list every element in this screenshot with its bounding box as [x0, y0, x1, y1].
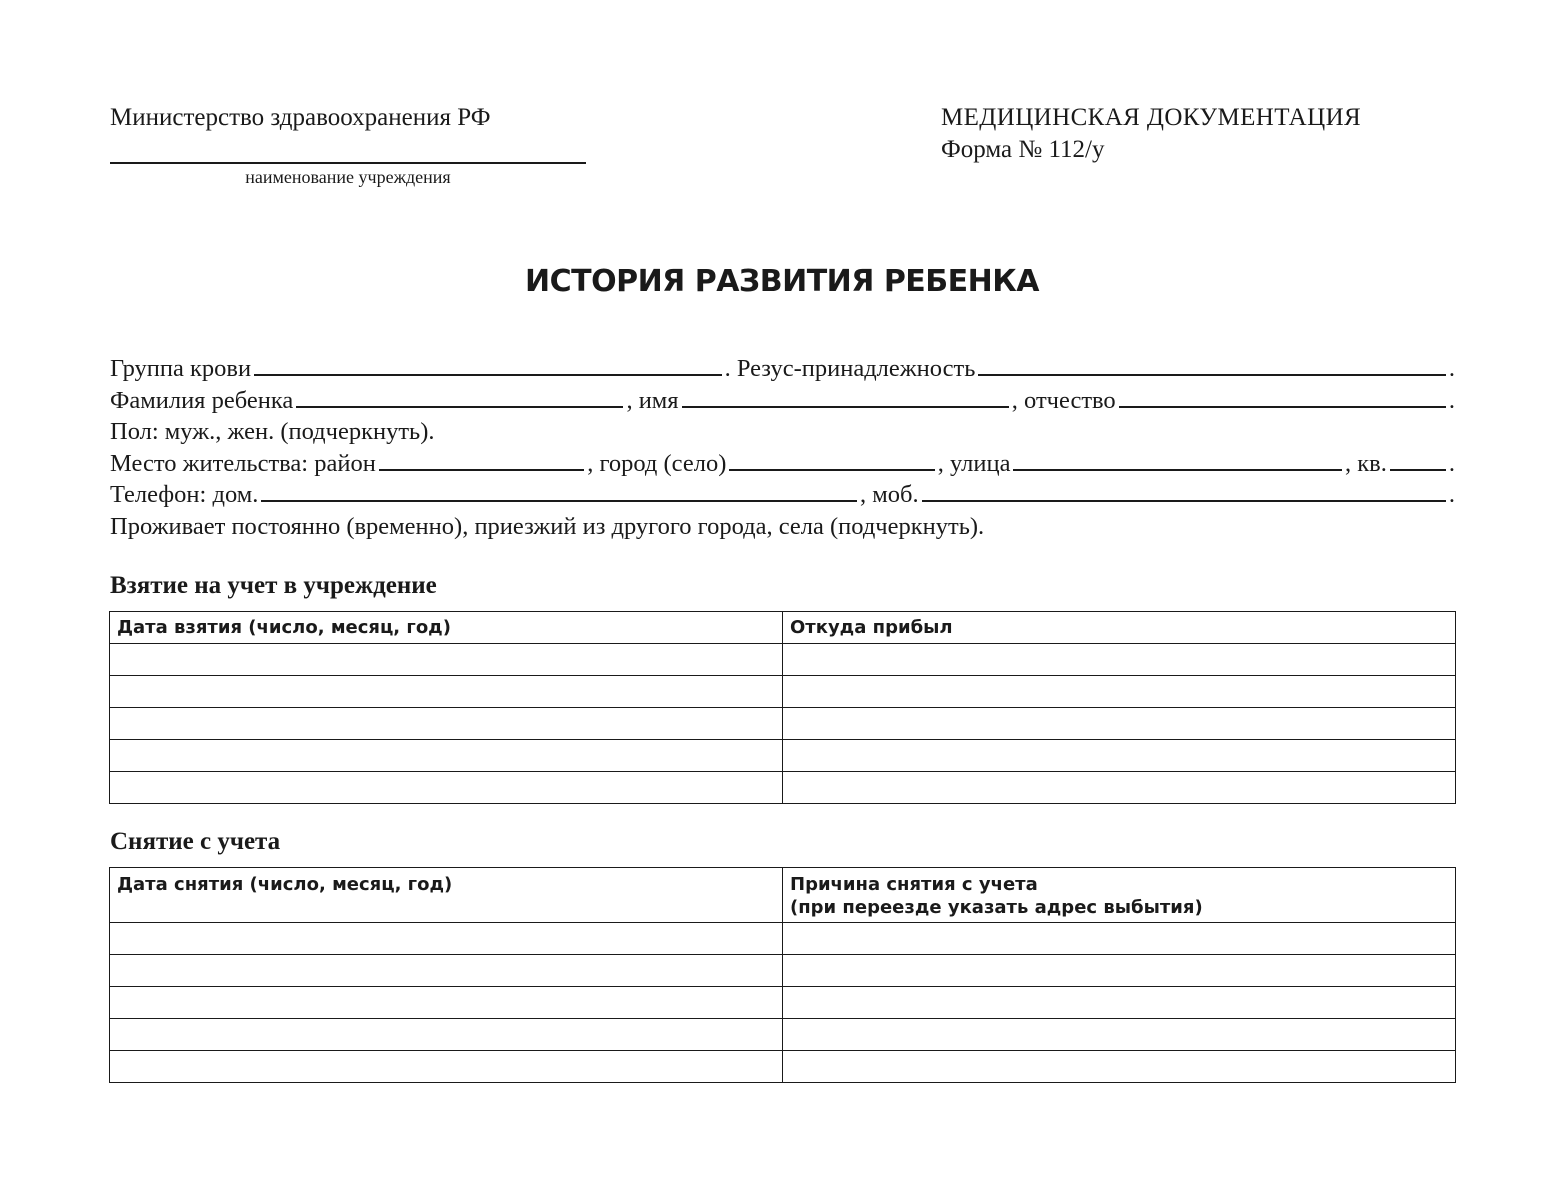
table-row	[110, 708, 1456, 740]
table-cell[interactable]	[110, 740, 783, 772]
end-mark: .	[1448, 481, 1455, 508]
patronymic-label: , отчество	[1011, 386, 1116, 414]
street-field[interactable]	[1013, 449, 1342, 471]
district-field[interactable]	[379, 449, 584, 471]
table-cell[interactable]	[110, 1019, 783, 1051]
surname-label: Фамилия ребенка	[110, 386, 294, 414]
registration-section-title: Взятие на учет в учреждение	[110, 572, 437, 599]
blood-group-field[interactable]	[254, 354, 721, 376]
deregistration-table	[109, 867, 1456, 1083]
city-label: , город (село)	[587, 449, 727, 477]
table-cell[interactable]	[783, 1051, 1456, 1083]
surname-field[interactable]	[296, 386, 623, 408]
col-date-taken: Дата взятия (число, месяц, год)	[110, 612, 783, 644]
table-cell[interactable]	[783, 708, 1456, 740]
rhesus-field[interactable]	[978, 354, 1445, 376]
street-label: , улица	[937, 449, 1011, 477]
residence-status-row	[110, 511, 1455, 543]
form-number: Форма № 112/у	[941, 136, 1105, 163]
table-cell[interactable]	[110, 708, 783, 740]
patronymic-field[interactable]	[1119, 386, 1446, 408]
sex-row	[110, 416, 1455, 448]
phone-home-label: Телефон: дом.	[110, 481, 259, 508]
phone-mobile-label: , моб.	[860, 481, 919, 508]
col-removal-reason	[783, 868, 1456, 923]
name-row	[110, 385, 1455, 417]
table-row	[110, 1019, 1456, 1051]
table-row	[110, 676, 1456, 708]
city-field[interactable]	[729, 449, 934, 471]
registration-table	[109, 611, 1456, 804]
table-cell[interactable]	[783, 987, 1456, 1019]
end-mark: .	[1448, 355, 1455, 382]
table-row	[110, 772, 1456, 804]
table-cell[interactable]	[783, 676, 1456, 708]
institution-name-line[interactable]	[110, 162, 586, 164]
table-cell[interactable]	[110, 644, 783, 676]
table-header-row	[110, 612, 1456, 644]
rhesus-label: . Резус-принадлежность	[724, 355, 976, 382]
district-label: Место жительства: район	[110, 449, 376, 477]
end-mark: .	[1448, 386, 1455, 414]
table-row	[110, 740, 1456, 772]
table-cell[interactable]	[783, 1019, 1456, 1051]
end-mark: .	[1448, 449, 1456, 477]
col-removal-reason-line1: Причина снятия с учета	[790, 874, 1038, 895]
table-row	[110, 1051, 1456, 1083]
col-arrived-from: Откуда прибыл	[783, 612, 1456, 644]
deregistration-section-title: Снятие с учета	[110, 828, 281, 855]
table-cell[interactable]	[110, 987, 783, 1019]
table-cell[interactable]	[783, 955, 1456, 987]
residence-status-label: Проживает постоянно (временно), приезжий из другого города, села (подчеркнуть).	[110, 512, 985, 540]
apartment-label: , кв.	[1345, 449, 1387, 477]
table-cell[interactable]	[110, 1051, 783, 1083]
doc-type-label: МЕДИЦИНСКАЯ ДОКУМЕНТАЦИЯ	[941, 104, 1362, 131]
apartment-field[interactable]	[1390, 449, 1446, 471]
table-cell[interactable]	[783, 923, 1456, 955]
table-cell[interactable]	[783, 772, 1456, 804]
table-cell[interactable]	[110, 676, 783, 708]
table-row	[110, 923, 1456, 955]
blood-row	[110, 353, 1455, 385]
name-label: , имя	[626, 386, 679, 414]
page-title: ИСТОРИЯ РАЗВИТИЯ РЕБЕНКА	[524, 264, 1040, 299]
table-cell[interactable]	[110, 923, 783, 955]
col-removal-reason-line2: (при переезде указать адрес выбытия)	[790, 897, 1203, 918]
table-row	[110, 955, 1456, 987]
phone-row	[110, 479, 1455, 511]
table-cell[interactable]	[110, 772, 783, 804]
table-row	[110, 644, 1456, 676]
table-cell[interactable]	[783, 740, 1456, 772]
residence-row	[110, 448, 1455, 480]
table-row	[110, 987, 1456, 1019]
col-date-removed-label: Дата снятия (число, месяц, год)	[117, 874, 453, 895]
blood-group-label: Группа крови	[110, 355, 252, 382]
table-cell[interactable]	[783, 644, 1456, 676]
phone-home-field[interactable]	[261, 480, 857, 502]
table-cell[interactable]	[110, 955, 783, 987]
institution-caption: наименование учреждения	[245, 167, 451, 187]
ministry-name: Министерство здравоохранения РФ	[110, 104, 491, 131]
phone-mobile-field[interactable]	[922, 480, 1446, 502]
sex-label: Пол: муж., жен. (подчеркнуть).	[110, 418, 435, 445]
table-header-row	[110, 868, 1456, 923]
child-info-fields	[110, 353, 1455, 542]
name-field[interactable]	[682, 386, 1009, 408]
col-date-removed	[110, 868, 783, 923]
